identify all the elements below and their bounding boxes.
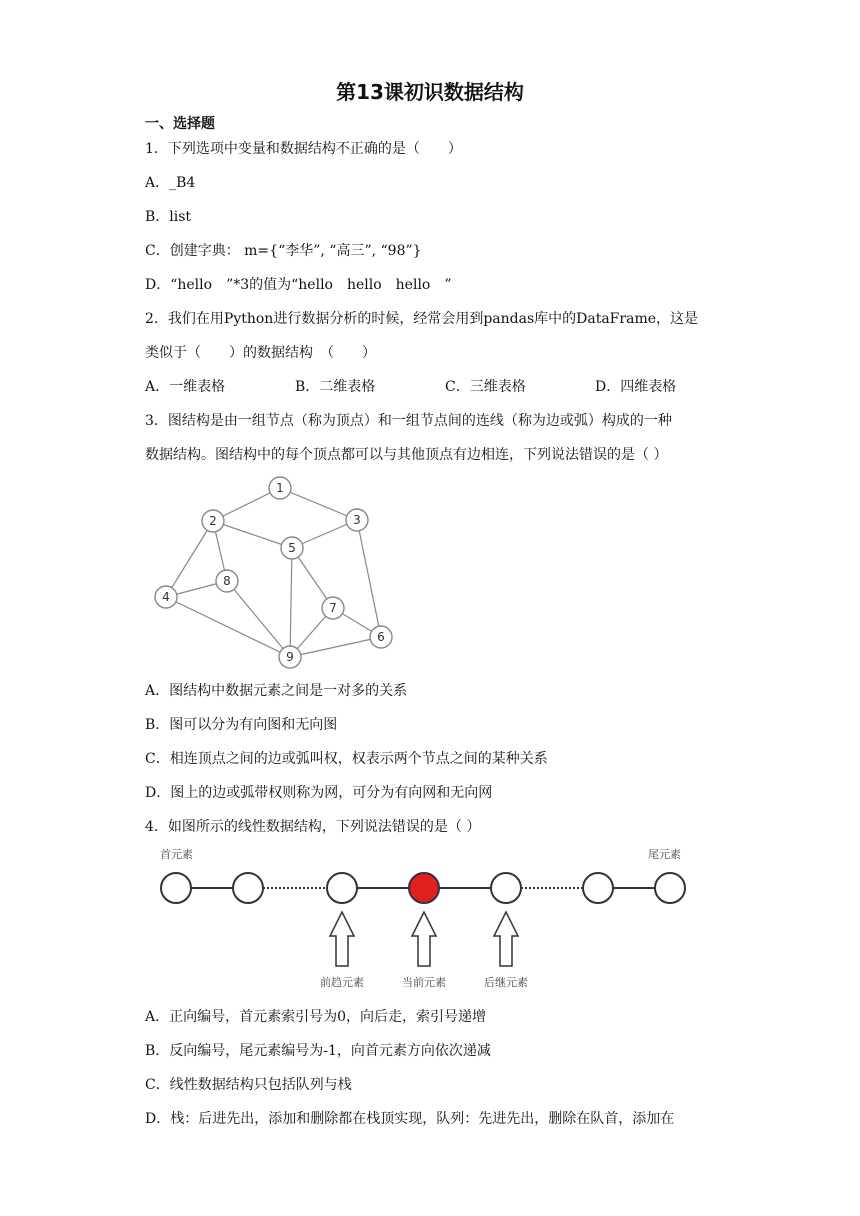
q4-option-b: B．反向编号，尾元素编号为-1，向首元素方向依次递减: [145, 1043, 491, 1059]
q2-option-c: C．三维表格: [445, 379, 526, 395]
q2-stem-line1: 2．我们在用Python进行数据分析的时候，经常会用到pandas库中的DataFrame，这是: [145, 311, 698, 327]
q1-stem: 1．下列选项中变量和数据结构不正确的是（ ）: [145, 141, 462, 157]
q4-option-d: D．栈：后进先出，添加和删除都在栈顶实现，队列：先进先出，删除在队首，添加在: [145, 1111, 675, 1127]
graph-vertex-label: 8: [223, 574, 231, 588]
q4-stem: 4．如图所示的线性数据结构，下列说法错误的是（ ）: [145, 819, 481, 835]
node-circle: [655, 873, 685, 903]
node-circle: [583, 873, 613, 903]
tail-label: 尾元素: [648, 848, 681, 861]
node-circle: [233, 873, 263, 903]
up-arrow-icon: [412, 912, 436, 966]
linear-structure-figure: [150, 842, 710, 992]
current-node: [409, 873, 439, 903]
up-arrow-icon: [330, 912, 354, 966]
head-label: 首元素: [160, 848, 193, 861]
graph-figure: [145, 472, 405, 672]
q2-stem-line2: 类似于（ ）的数据结构 （ ）: [145, 345, 376, 361]
predecessor-label: 前趋元素: [320, 976, 364, 989]
q3-option-c: C．相连顶点之间的边或弧叫权，权表示两个节点之间的某种关系: [145, 751, 548, 767]
q2-options: [145, 377, 745, 397]
q4-option-a: A．正向编号，首元素索引号为0，向后走，索引号递增: [145, 1009, 487, 1025]
successor-node: [491, 873, 521, 903]
q1-option-b: B．list: [145, 209, 192, 225]
graph-vertex-label: 3: [353, 513, 361, 527]
graph-vertex-label: 7: [329, 601, 337, 615]
q2-option-b: B．二维表格: [295, 379, 376, 395]
graph-vertex-label: 2: [209, 514, 217, 528]
page-title: 第13课初识数据结构: [336, 80, 524, 104]
graph-vertex-label: 9: [286, 650, 294, 664]
section-heading: 一、选择题: [145, 116, 215, 132]
predecessor-node: [327, 873, 357, 903]
graph-vertex-label: 4: [162, 590, 170, 604]
q1-option-d: D．“hello ”*3的值为“hello hello hello ”: [145, 277, 452, 293]
successor-label: 后继元素: [484, 976, 528, 989]
q3-option-d: D．图上的边或弧带权则称为网，可分为有向网和无向网: [145, 785, 493, 801]
graph-vertex-label: 6: [377, 630, 385, 644]
q3-stem-line2: 数据结构。图结构中的每个顶点都可以与其他顶点有边相连，下列说法错误的是（ ）: [145, 447, 668, 463]
up-arrow-icon: [494, 912, 518, 966]
node-circle: [161, 873, 191, 903]
q4-option-c: C．线性数据结构只包括队列与栈: [145, 1077, 352, 1093]
q1-option-a: A．_B4: [145, 175, 196, 191]
q3-option-a: A．图结构中数据元素之间是一对多的关系: [145, 683, 408, 699]
q3-stem-line1: 3．图结构是由一组节点（称为顶点）和一组节点间的连线（称为边或弧）构成的一种: [145, 413, 672, 429]
q2-option-d: D．四维表格: [595, 379, 677, 395]
graph-vertex-label: 1: [276, 481, 284, 495]
current-label: 当前元素: [402, 976, 446, 989]
q1-option-c: C．创建字典： m={“李华”, “高三”, “98”}: [145, 243, 422, 259]
q2-option-a: A．一维表格: [145, 379, 226, 395]
q3-option-b: B．图可以分为有向图和无向图: [145, 717, 338, 733]
graph-vertex-label: 5: [288, 541, 296, 555]
